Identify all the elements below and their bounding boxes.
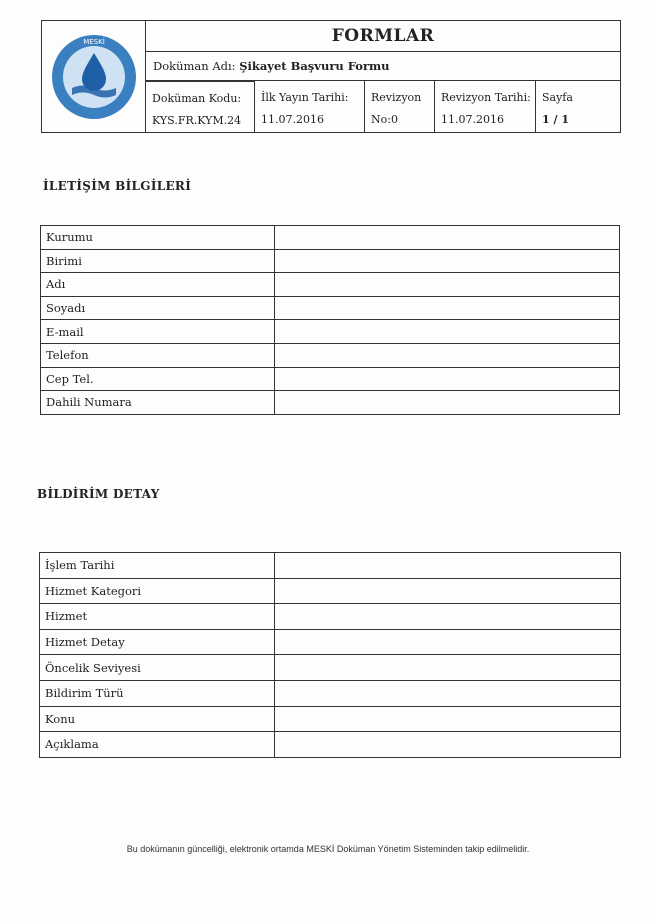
meta-first-publish-date — [254, 81, 364, 132]
field-label: E-mail — [41, 320, 275, 344]
field-label: Birimi — [41, 249, 275, 273]
field-value-cell[interactable] — [275, 655, 621, 681]
meta-value: 1 / 1 — [542, 113, 569, 126]
field-label: Bildirim Türü — [40, 680, 275, 706]
field-value-cell[interactable] — [275, 578, 621, 604]
field-value-cell[interactable] — [275, 226, 620, 250]
meta-value: 11.07.2016 — [261, 113, 324, 126]
meta-page — [535, 81, 621, 132]
table-row — [41, 273, 620, 297]
table-row — [41, 343, 620, 367]
field-label: Soyadı — [41, 296, 275, 320]
field-value-cell[interactable] — [275, 629, 621, 655]
document-name-label: Doküman Adı: — [153, 59, 236, 73]
table-row — [41, 249, 620, 273]
meta-label: Revizyon — [371, 91, 422, 104]
field-value-cell[interactable] — [275, 553, 621, 579]
page-title: FORMLAR — [146, 21, 620, 52]
field-value-cell[interactable] — [275, 604, 621, 630]
field-value-cell[interactable] — [275, 273, 620, 297]
field-value-cell[interactable] — [275, 367, 620, 391]
table-row — [40, 655, 621, 681]
field-label: Konu — [40, 706, 275, 732]
field-label: Telefon — [41, 343, 275, 367]
form-header — [41, 20, 621, 133]
meta-label: İlk Yayın Tarihi: — [261, 91, 349, 104]
meta-revision-no — [364, 81, 434, 132]
document-name-value: Şikayet Başvuru Formu — [239, 59, 390, 73]
meta-label: Doküman Kodu: — [152, 92, 242, 105]
meta-value: KYS.FR.KYM.24 — [152, 114, 242, 127]
field-value-cell[interactable] — [275, 732, 621, 758]
field-label: Öncelik Seviyesi — [40, 655, 275, 681]
logo-cell — [42, 21, 146, 132]
meski-logo — [50, 33, 138, 121]
table-row — [41, 226, 620, 250]
table-row — [40, 680, 621, 706]
field-label: Dahili Numara — [41, 391, 275, 415]
table-row — [41, 367, 620, 391]
meta-document-code — [146, 81, 254, 132]
field-label: Hizmet Detay — [40, 629, 275, 655]
table-row — [40, 578, 621, 604]
field-value-cell[interactable] — [275, 296, 620, 320]
table-row — [41, 391, 620, 415]
field-label: Hizmet — [40, 604, 275, 630]
meta-value: 11.07.2016 — [441, 113, 504, 126]
field-value-cell[interactable] — [275, 320, 620, 344]
contact-section-title: İLETİŞİM BİLGİLERİ — [43, 179, 192, 193]
table-row — [40, 732, 621, 758]
field-label: Açıklama — [40, 732, 275, 758]
meta-revision-date — [434, 81, 535, 132]
field-value-cell[interactable] — [275, 680, 621, 706]
document-meta — [146, 81, 620, 132]
logo-text: MESKİ — [83, 38, 105, 46]
table-row — [40, 553, 621, 579]
meta-value: No:0 — [371, 113, 398, 126]
field-value-cell[interactable] — [275, 343, 620, 367]
meta-label: Sayfa — [542, 91, 573, 104]
meta-label: Revizyon Tarihi: — [441, 91, 531, 104]
detail-table — [39, 552, 621, 758]
field-value-cell[interactable] — [275, 249, 620, 273]
table-row — [41, 320, 620, 344]
table-row — [41, 296, 620, 320]
field-label: İşlem Tarihi — [40, 553, 275, 579]
table-row — [40, 604, 621, 630]
field-label: Kurumu — [41, 226, 275, 250]
table-row — [40, 706, 621, 732]
detail-section-title: BİLDİRİM DETAY — [37, 487, 160, 501]
contact-table — [40, 225, 620, 415]
field-value-cell[interactable] — [275, 706, 621, 732]
table-row — [40, 629, 621, 655]
field-label: Adı — [41, 273, 275, 297]
field-value-cell[interactable] — [275, 391, 620, 415]
document-name — [146, 51, 620, 81]
footer-note: Bu dokümanın güncelliği, elektronik ortamda MESKİ Doküman Yönetim Sisteminden takip edilmelidir. — [126, 844, 530, 854]
field-label: Cep Tel. — [41, 367, 275, 391]
field-label: Hizmet Kategori — [40, 578, 275, 604]
